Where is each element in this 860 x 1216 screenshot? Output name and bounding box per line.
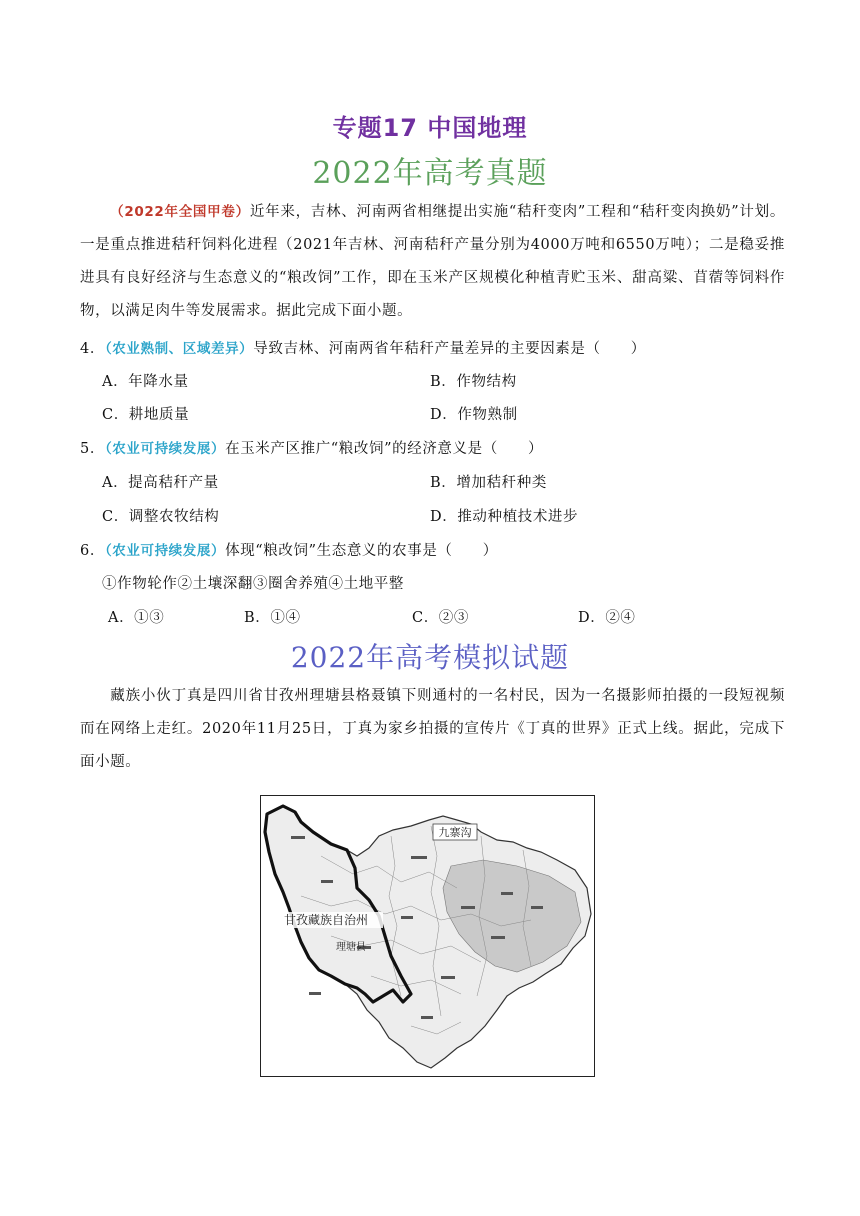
question-6-option-a: A．①③ bbox=[108, 610, 165, 626]
section-heading-real-exam: 2022年高考真题 bbox=[312, 156, 548, 191]
jiuzhaigou-label: 九寨沟 bbox=[438, 826, 472, 839]
question-4-option-d: D．作物熟制 bbox=[430, 407, 518, 423]
passage-1-source: （2022年全国甲卷） bbox=[110, 204, 250, 220]
passage-2 bbox=[80, 680, 785, 779]
question-6-option-b: B．①④ bbox=[244, 610, 301, 626]
question-5-option-b: B．增加秸秆种类 bbox=[430, 475, 547, 491]
passage-1-text: 近年来，吉林、河南两省相继提出实施“秸秆变肉”工程和“秸秆变肉换奶”计划。一是重点推进秸秆饲料化进程（2021年吉林、河南秸秆产量分别为4000万吨和6550万吨）；二是稳妥推进具有良好经济与生态意义的“粮改饲”工作，即在玉米产区规模化种植青贮玉米、甜高粱、苜蓿等饲料作物，以满足肉牛等发展需求。据此完成下面小题。 bbox=[80, 204, 785, 319]
question-5-number: 5． bbox=[80, 441, 105, 457]
question-4-number: 4． bbox=[80, 341, 105, 357]
question-6-number: 6． bbox=[80, 543, 105, 559]
question-5-option-c: C．调整农牧结构 bbox=[102, 509, 220, 525]
question-4 bbox=[80, 337, 785, 358]
question-4-stem: 导致吉林、河南两省年秸秆产量差异的主要因素是（ ） bbox=[253, 341, 646, 357]
question-5-tag: （农业可持续发展） bbox=[104, 441, 226, 457]
sichuan-map bbox=[261, 796, 594, 1076]
question-6-option-c: C．②③ bbox=[412, 610, 469, 626]
question-4-option-c: C．耕地质量 bbox=[102, 407, 190, 423]
question-6 bbox=[80, 539, 785, 560]
question-4-option-a: A．年降水量 bbox=[102, 374, 189, 390]
passage-2-text: 藏族小伙丁真是四川省甘孜州理塘县格聂镇下则通村的一名村民，因为一名摄影师拍摄的一段短视频而在网络上走红。2020年11月25日，丁真为家乡拍摄的宣传片《丁真的世界》正式上线。据此，完成下面小题。 bbox=[80, 688, 785, 770]
question-5-option-d: D．推动种植技术进步 bbox=[430, 509, 579, 525]
passage-1 bbox=[80, 196, 785, 328]
document-title: 专题17 中国地理 bbox=[332, 114, 528, 142]
litang-label: 理塘县 bbox=[336, 942, 366, 953]
question-5-stem: 在玉米产区推广“粮改饲”的经济意义是（ ） bbox=[225, 441, 544, 457]
question-4-option-b: B．作物结构 bbox=[430, 374, 517, 390]
sichuan-map-figure bbox=[260, 795, 595, 1077]
question-6-items: ①作物轮作②土壤深翻③圈舍养殖④土地平整 bbox=[102, 576, 404, 592]
question-4-tag: （农业熟制、区域差异） bbox=[104, 341, 254, 357]
question-6-stem: 体现“粮改饲”生态意义的农事是（ ） bbox=[225, 543, 498, 559]
section-heading-mock-exam: 2022年高考模拟试题 bbox=[290, 641, 570, 674]
ganzi-label: 甘孜藏族自治州 bbox=[283, 913, 369, 927]
question-6-option-d: D．②④ bbox=[578, 610, 636, 626]
question-5 bbox=[80, 437, 785, 458]
question-5-option-a: A．提高秸秆产量 bbox=[102, 475, 219, 491]
question-6-tag: （农业可持续发展） bbox=[104, 543, 226, 559]
